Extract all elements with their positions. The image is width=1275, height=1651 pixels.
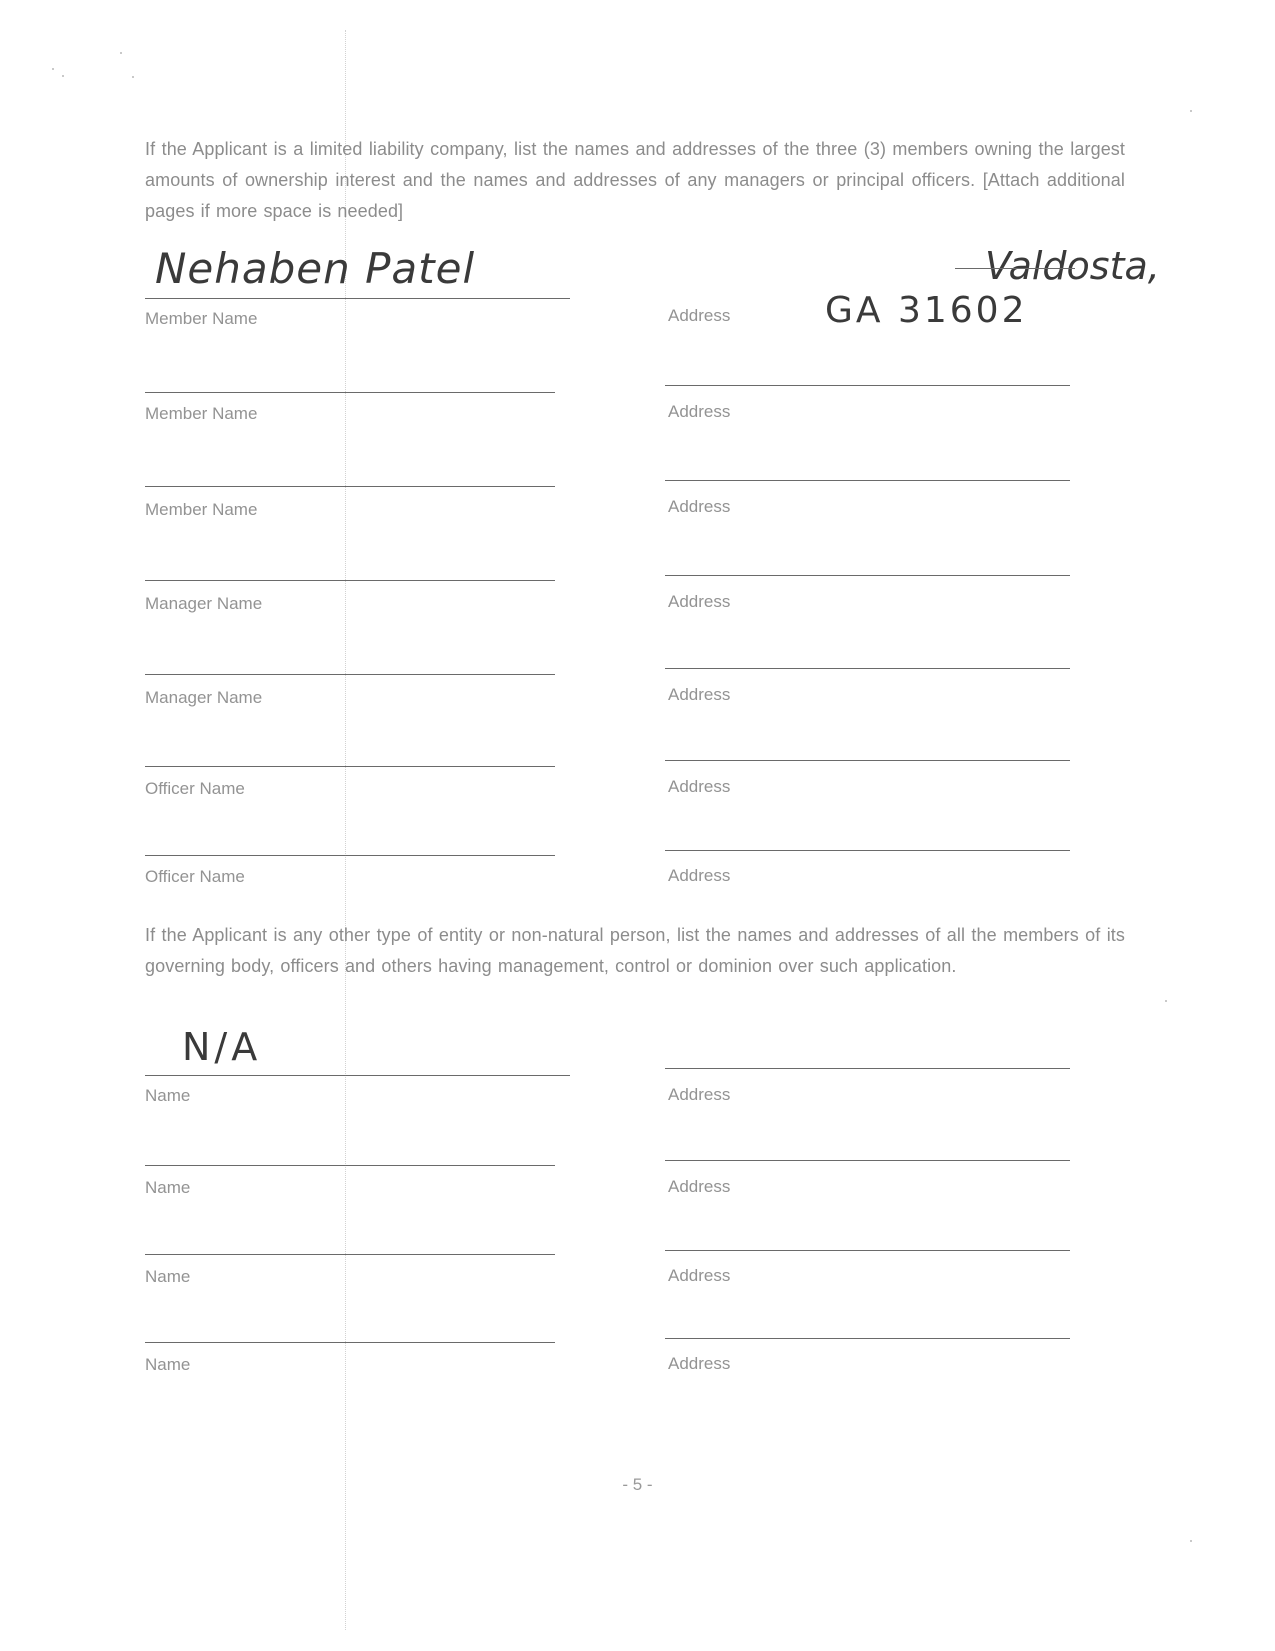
- address-line[interactable]: [665, 850, 1070, 851]
- name-label: Name: [145, 1178, 191, 1197]
- scan-speck: [120, 52, 122, 54]
- scan-speck: [62, 75, 64, 77]
- handwritten-address-line2: GA 31602: [825, 290, 1028, 331]
- other-entity-instructions: If the Applicant is any other type of entity or non-natural person, list the names and addresses of all the members of its governing body, officers and others having management, control or dominion over such application.: [145, 925, 1125, 976]
- name-line[interactable]: [145, 298, 570, 299]
- address-label: Address: [668, 1085, 731, 1104]
- address-line[interactable]: [955, 268, 1075, 269]
- name-line[interactable]: [145, 1075, 570, 1076]
- name-line[interactable]: [145, 392, 555, 393]
- address-label: Address: [668, 866, 731, 885]
- name-line[interactable]: [145, 580, 555, 581]
- address-label: Address: [668, 1177, 731, 1196]
- address-label: Address: [668, 685, 731, 704]
- address-label: Address: [668, 1266, 731, 1285]
- name-line[interactable]: [145, 486, 555, 487]
- page-number: - 5 -: [622, 1475, 653, 1494]
- name-label: Manager Name: [145, 594, 263, 613]
- scan-speck: [52, 68, 54, 70]
- scan-speck: [1190, 110, 1192, 112]
- address-label: Address: [668, 1354, 731, 1373]
- name-label: Name: [145, 1267, 191, 1286]
- llc-instructions: If the Applicant is a limited liability company, list the names and addresses of the three (3) members owning the largest amounts of ownership interest and the names and addresses of any managers or principal officers. [Attach additional pages if more space is needed]: [145, 139, 1125, 221]
- scan-speck: [1190, 1540, 1192, 1542]
- handwritten-na: N/A: [182, 1025, 262, 1069]
- address-line[interactable]: [665, 1250, 1070, 1251]
- name-label: Manager Name: [145, 688, 263, 707]
- address-line[interactable]: [665, 575, 1070, 576]
- address-label: Address: [668, 592, 731, 611]
- address-line[interactable]: [665, 668, 1070, 669]
- scan-speck: [132, 76, 134, 78]
- address-label: Address: [668, 497, 731, 516]
- address-line[interactable]: [665, 1160, 1070, 1161]
- name-label: Officer Name: [145, 779, 245, 798]
- address-line[interactable]: [665, 1068, 1070, 1069]
- name-line[interactable]: [145, 1165, 555, 1166]
- name-label: Member Name: [145, 404, 258, 423]
- name-line[interactable]: [145, 855, 555, 856]
- name-label: Member Name: [145, 500, 258, 519]
- address-label: Address: [668, 402, 731, 421]
- name-label: Name: [145, 1355, 191, 1374]
- address-line[interactable]: [665, 480, 1070, 481]
- address-line[interactable]: [665, 385, 1070, 386]
- name-line[interactable]: [145, 1254, 555, 1255]
- name-line[interactable]: [145, 766, 555, 767]
- address-line[interactable]: [665, 760, 1070, 761]
- name-label: Name: [145, 1086, 191, 1105]
- handwritten-member-name: Nehaben Patel: [155, 244, 476, 293]
- name-label: Officer Name: [145, 867, 245, 886]
- address-label: Address: [668, 777, 731, 796]
- address-label: Address: [668, 306, 731, 325]
- name-line[interactable]: [145, 1342, 555, 1343]
- name-label: Member Name: [145, 309, 258, 328]
- handwritten-address-line1: Valdosta,: [985, 244, 1160, 288]
- address-line[interactable]: [665, 1338, 1070, 1339]
- scan-speck: [1165, 1000, 1167, 1002]
- name-line[interactable]: [145, 674, 555, 675]
